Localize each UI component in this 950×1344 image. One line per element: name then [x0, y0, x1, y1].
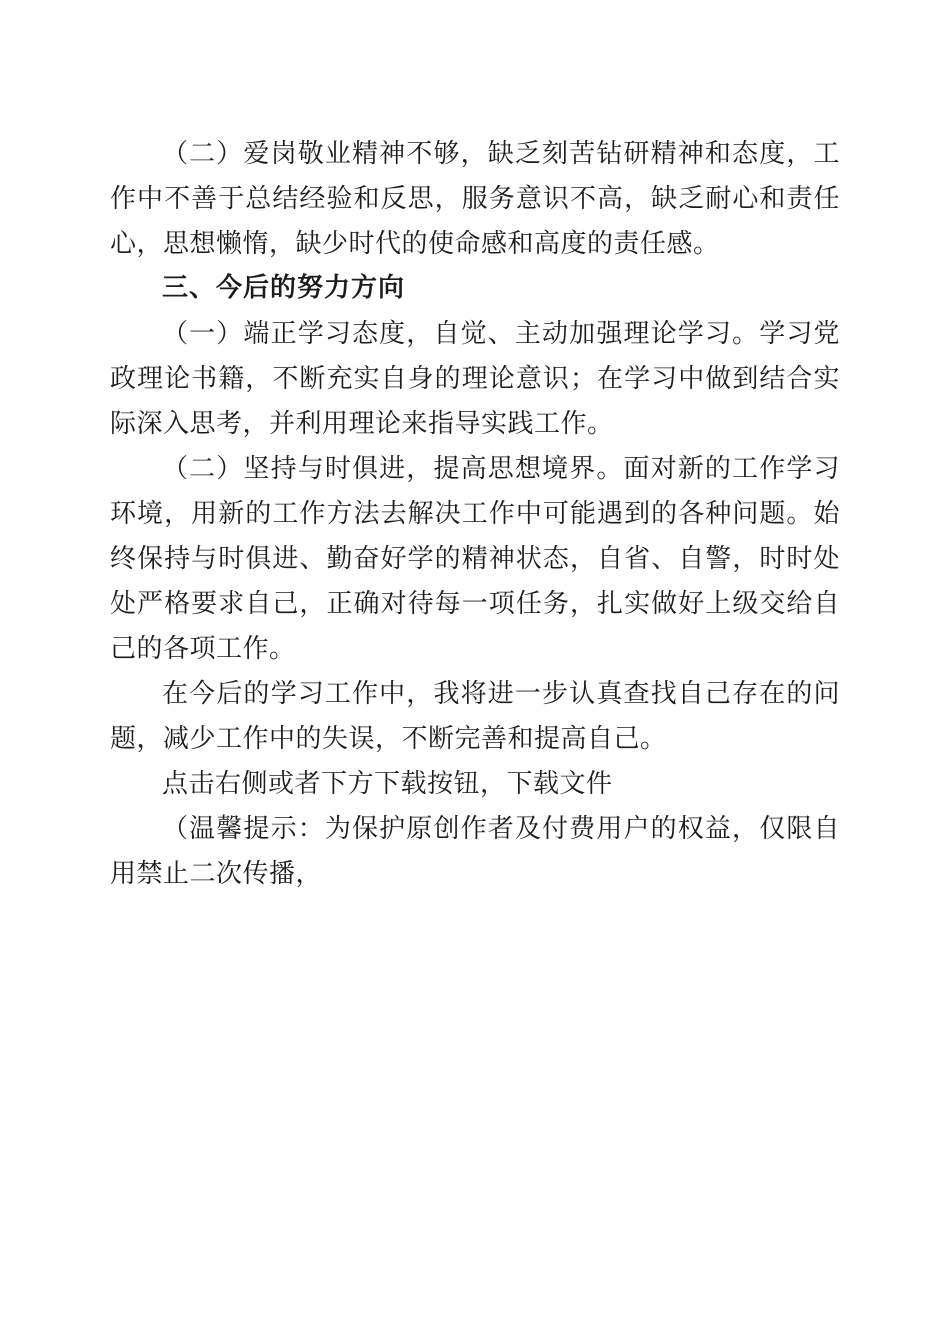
body-paragraph-conclusion: 在今后的学习工作中，我将进一步认真查找自己存在的问题，减少工作中的失误，不断完善和提高自己。	[110, 679, 840, 753]
body-paragraph-direction-2: （二）坚持与时俱进，提高思想境界。面对新的工作学习环境，用新的工作方法去解决工作中可能遇到的各种问题。始终保持与时俱进、勤奋好学的精神状态，自省、自警，时时处处严格要求自己，正确对待每一项任务，扎实做好上级交给自己的各项工作。	[110, 454, 840, 663]
body-paragraph-download-note: 点击右侧或者下方下载按钮，下载文件	[162, 769, 613, 798]
body-paragraph-shortcomings-2: （二）爱岗敬业精神不够，缺乏刻苦钻研精神和态度，工作中不善于总结经验和反思，服务意识不高，缺乏耐心和责任心，思想懒惰，缺少时代的使命感和高度的责任感。	[110, 139, 840, 258]
body-paragraph-direction-1: （一）端正学习态度，自觉、主动加强理论学习。学习党政理论书籍，不断充实自身的理论意识；在学习中做到结合实际深入思考，并利用理论来指导实践工作。	[110, 319, 840, 438]
section-heading-future-direction: 三、今后的努力方向	[162, 273, 406, 303]
body-paragraph-copyright-notice: （温馨提示：为保护原创作者及付费用户的权益，仅限自用禁止二次传播，	[110, 814, 840, 888]
